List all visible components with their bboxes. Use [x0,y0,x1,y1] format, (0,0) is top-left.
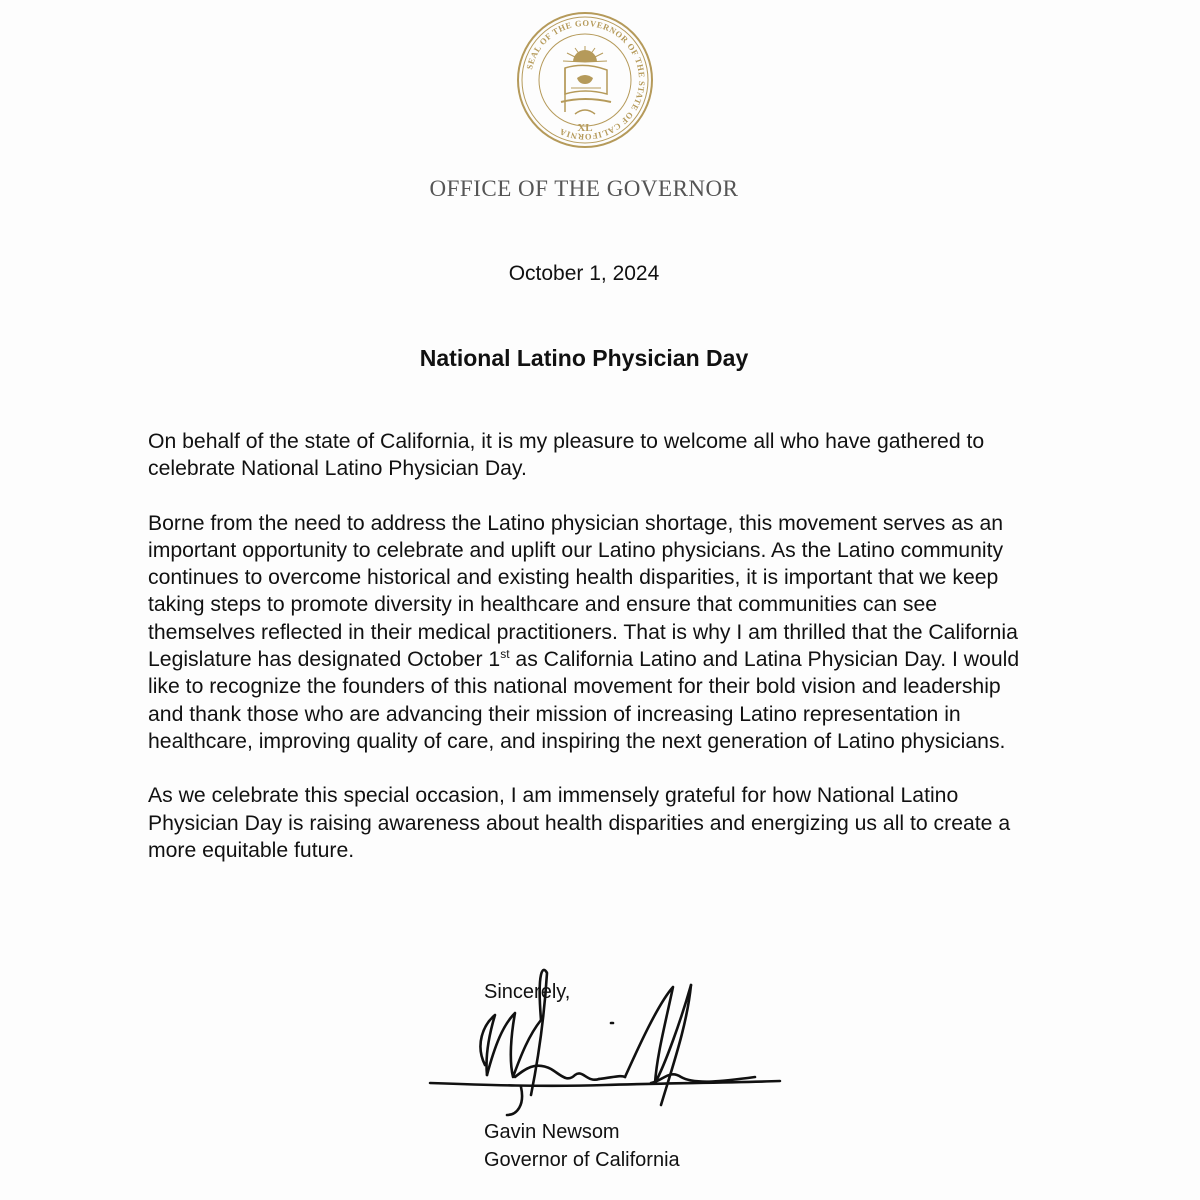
governor-seal-icon [515,10,655,150]
paragraph-movement [148,510,1028,756]
paragraph-movement-part1: Borne from the need to address the Latino physician shortage, this movement serves as an important opportunity to celebrate and uplift our Latino physicians. As the Latino community continues to overcome historical and existing health disparities, it is important that we keep taking steps to promote diversity in healthcare and ensure that communities can see themselves reflected in their medical practitioners. That is why I am thrilled that the California Legislature has designated October 1 [148,511,1018,672]
signer-title: Governor of California [484,1149,680,1171]
letter-body [148,428,1028,891]
handwritten-signature [425,965,790,1130]
seal-ring-text: SEAL OF THE GOVERNOR OF THE STATE OF CALIFORNIA [524,17,648,143]
letter-title: National Latino Physician Day [419,345,749,371]
seal-numeral: XL [577,122,593,134]
paragraph-closing: As we celebrate this special occasion, I am immensely grateful for how National Latino Physician Day is raising awareness about health disparities and energizing us all to create a more equitable future. [148,784,1011,862]
paragraph-movement-part2: as California Latino and Latina Physician Day. I would like to recognize the founders of this national movement for their bold vision and leadership and thank those who are advancing their mission of increasing Latino representation in healthcare, improving quality of care, and inspiring the next generation of Latino physicians. [148,648,1020,753]
paragraph-welcome: On behalf of the state of California, it is my pleasure to welcome all who have gathered to celebrate National Latino Physician Day. [148,430,985,481]
ordinal-suffix: st [500,647,510,662]
office-heading: OFFICE OF THE GOVERNOR [429,176,739,201]
signer-name: Gavin Newsom [484,1121,620,1143]
signer-block [484,1118,680,1174]
letter-date: October 1, 2024 [508,262,660,285]
salutation: Sincerely, [484,981,571,1003]
